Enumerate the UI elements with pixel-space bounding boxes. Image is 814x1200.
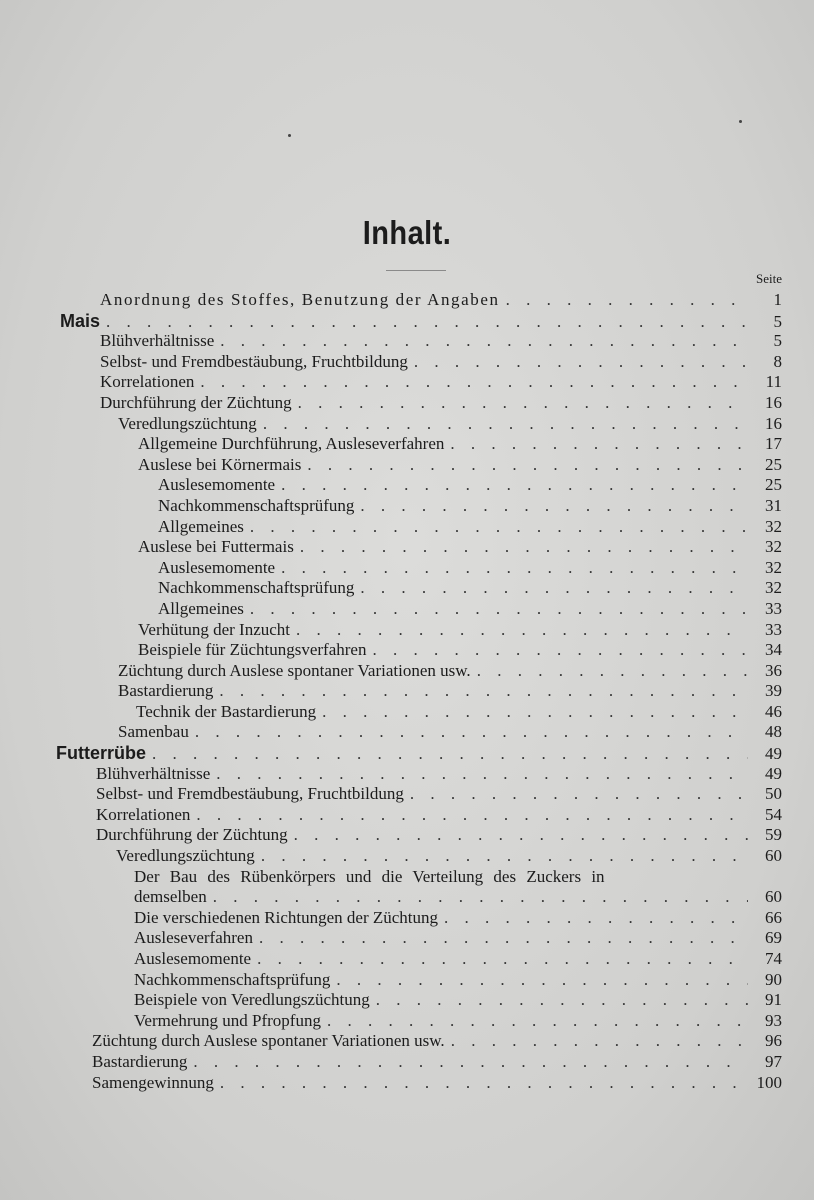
toc-entry bbox=[0, 805, 814, 826]
dot-leader bbox=[477, 661, 748, 682]
toc-entry bbox=[0, 434, 814, 455]
dot-leader bbox=[298, 393, 748, 414]
dot-leader bbox=[450, 434, 748, 455]
dot-leader bbox=[307, 455, 748, 476]
toc-entry-text: Auslese bei Futtermais bbox=[138, 537, 294, 557]
toc-entry bbox=[0, 1073, 814, 1094]
toc-section-title: Mais bbox=[60, 310, 101, 331]
toc-entry-text: Züchtung durch Auslese spontaner Variationen usw. bbox=[118, 660, 471, 680]
toc-entry-text: Korrelationen bbox=[96, 804, 191, 824]
toc-page-number: 100 bbox=[756, 1072, 782, 1092]
dot-leader bbox=[336, 970, 748, 991]
dot-leader bbox=[300, 537, 748, 558]
toc-page-number: 66 bbox=[765, 907, 782, 927]
dot-leader bbox=[360, 578, 748, 599]
toc-entry-text: Selbst- und Fremdbestäubung, Fruchtbildung bbox=[100, 351, 408, 371]
dot-leader bbox=[296, 620, 748, 641]
toc-page-number: 32 bbox=[765, 537, 782, 557]
toc-page-number: 34 bbox=[765, 640, 782, 660]
toc-entry bbox=[0, 372, 814, 393]
toc-entry-text: Auslesemomente bbox=[158, 557, 276, 577]
toc-entry-text: Durchführung der Züchtung bbox=[100, 392, 292, 412]
toc-entry-text: Veredlungszüchtung bbox=[118, 413, 257, 433]
toc-entry-text: Nachkommenschaftsprüfung bbox=[158, 578, 355, 598]
toc-page-number: 60 bbox=[765, 846, 782, 866]
toc-entry bbox=[0, 558, 814, 579]
dot-leader bbox=[451, 1031, 748, 1052]
toc-page-number: 49 bbox=[765, 763, 782, 783]
dot-leader bbox=[193, 1052, 748, 1073]
toc-entry bbox=[0, 352, 814, 373]
toc-entry bbox=[0, 867, 814, 908]
title-divider bbox=[386, 270, 446, 271]
toc-page-number: 11 bbox=[765, 372, 782, 392]
toc-entry bbox=[0, 640, 814, 661]
dot-leader bbox=[196, 805, 748, 826]
dot-leader bbox=[410, 784, 748, 805]
dot-leader bbox=[195, 722, 748, 743]
toc-section-title: Futterrübe bbox=[56, 743, 146, 764]
toc-entry-text: Blühverhältnisse bbox=[96, 763, 211, 783]
toc-entry-text: Auslesemomente bbox=[158, 475, 276, 495]
paper-speck bbox=[739, 120, 742, 123]
toc-page-number: 69 bbox=[765, 928, 782, 948]
dot-leader bbox=[257, 949, 748, 970]
toc-entry-text: Beispiele für Züchtungsverfahren bbox=[138, 640, 367, 660]
toc-page-number: 16 bbox=[765, 413, 782, 433]
toc-entry bbox=[0, 722, 814, 743]
toc-page-number: 1 bbox=[773, 290, 782, 309]
toc-entry-text: Selbst- und Fremdbestäubung, Fruchtbildung bbox=[96, 784, 404, 804]
toc-page-number: 5 bbox=[773, 311, 782, 331]
toc-entry-text: Verhütung der Inzucht bbox=[138, 619, 291, 639]
toc-entry bbox=[0, 970, 814, 991]
toc-entry bbox=[0, 620, 814, 641]
toc-page-number: 25 bbox=[765, 454, 782, 474]
dot-leader bbox=[322, 702, 748, 723]
toc-entry bbox=[0, 496, 814, 517]
toc-entry-text: Allgemeines bbox=[158, 598, 244, 618]
toc-entry bbox=[0, 949, 814, 970]
table-of-contents bbox=[0, 290, 814, 1093]
dot-leader bbox=[360, 496, 748, 517]
toc-entry-text: Samenbau bbox=[118, 722, 189, 742]
toc-entry-text: Bastardierung bbox=[92, 1051, 188, 1071]
toc-entry-text: Vermehrung und Pfropfung bbox=[134, 1010, 321, 1030]
toc-entry-text: Ausleseverfahren bbox=[134, 928, 253, 948]
dot-leader bbox=[294, 825, 748, 846]
dot-leader bbox=[220, 331, 748, 352]
toc-entry bbox=[0, 290, 814, 311]
toc-entry bbox=[0, 578, 814, 599]
dot-leader bbox=[213, 887, 748, 908]
toc-page-number: 49 bbox=[765, 744, 782, 764]
dot-leader bbox=[376, 990, 748, 1011]
dot-leader bbox=[250, 517, 748, 538]
dot-leader bbox=[216, 764, 748, 785]
toc-page-number: 25 bbox=[765, 475, 782, 495]
page-title: Inhalt. bbox=[362, 214, 452, 251]
toc-entry-text: Anordnung des Stoffes, Benutzung der Angaben bbox=[100, 290, 500, 309]
toc-entry bbox=[0, 331, 814, 352]
toc-entry-text: Bastardierung bbox=[118, 681, 214, 701]
toc-page-number: 54 bbox=[765, 804, 782, 824]
toc-entry bbox=[0, 681, 814, 702]
dot-leader bbox=[372, 640, 748, 661]
toc-entry-text: Auslesemomente bbox=[134, 949, 252, 968]
toc-page-number: 50 bbox=[765, 784, 782, 804]
toc-page-number: 32 bbox=[765, 578, 782, 598]
toc-entry-text: Samengewinnung bbox=[92, 1072, 214, 1092]
toc-entry bbox=[0, 1031, 814, 1052]
toc-entry bbox=[0, 537, 814, 558]
page-column-label: Seite bbox=[756, 271, 782, 286]
toc-entry-text: Nachkommenschaftsprüfung bbox=[134, 969, 331, 989]
dot-leader bbox=[220, 1073, 748, 1094]
toc-entry-text: Allgemeine Durchführung, Ausleseverfahren bbox=[138, 434, 445, 454]
toc-entry-text: Züchtung durch Auslese spontaner Variationen usw. bbox=[92, 1031, 445, 1051]
toc-entry bbox=[0, 455, 814, 476]
dot-leader bbox=[263, 414, 748, 435]
toc-entry-text: Korrelationen bbox=[100, 372, 195, 392]
toc-entry-text-continued: demselben bbox=[134, 887, 207, 907]
toc-entry bbox=[0, 475, 814, 496]
toc-page-number: 96 bbox=[765, 1031, 782, 1051]
toc-page-number: 39 bbox=[765, 681, 782, 701]
dot-leader bbox=[106, 312, 748, 333]
toc-entry bbox=[0, 784, 814, 805]
toc-page-number: 8 bbox=[773, 351, 782, 371]
toc-page-number: 97 bbox=[765, 1051, 782, 1071]
toc-page-number: 46 bbox=[765, 701, 782, 721]
dot-leader bbox=[219, 681, 748, 702]
dot-leader bbox=[281, 475, 748, 496]
dot-leader bbox=[259, 928, 748, 949]
toc-page-number: 59 bbox=[765, 825, 782, 845]
toc-page-number: 31 bbox=[765, 495, 782, 515]
toc-entry-text: Beispiele von Veredlungszüchtung bbox=[134, 990, 370, 1010]
toc-entry bbox=[0, 702, 814, 723]
toc-entry bbox=[0, 1011, 814, 1032]
toc-entry-text: Die verschiedenen Richtungen der Züchtung bbox=[134, 907, 439, 927]
toc-entry bbox=[0, 825, 814, 846]
toc-section-entry bbox=[0, 743, 814, 764]
toc-page-number: 36 bbox=[765, 660, 782, 680]
toc-page-number: 74 bbox=[765, 949, 782, 968]
toc-section-entry bbox=[0, 311, 814, 332]
toc-entry bbox=[0, 928, 814, 949]
dot-leader bbox=[444, 908, 748, 929]
toc-entry bbox=[0, 908, 814, 929]
toc-entry-text: Technik der Bastardierung bbox=[136, 701, 317, 721]
toc-entry bbox=[0, 1052, 814, 1073]
toc-page-number: 16 bbox=[765, 392, 782, 412]
dot-leader bbox=[327, 1011, 748, 1032]
toc-entry bbox=[0, 990, 814, 1011]
toc-entry bbox=[0, 414, 814, 435]
toc-entry bbox=[0, 764, 814, 785]
toc-page-number: 33 bbox=[765, 598, 782, 618]
toc-page-number: 33 bbox=[765, 619, 782, 639]
dot-leader bbox=[506, 290, 748, 311]
toc-entry-text: Auslese bei Körnermais bbox=[138, 454, 302, 474]
toc-page-number: 17 bbox=[765, 434, 782, 454]
toc-entry-text: Nachkommenschaftsprüfung bbox=[158, 495, 355, 515]
toc-entry-text: Durchführung der Züchtung bbox=[96, 825, 288, 845]
toc-entry bbox=[0, 599, 814, 620]
toc-entry-text: Allgemeines bbox=[158, 516, 244, 536]
dot-leader bbox=[261, 846, 748, 867]
dot-leader bbox=[250, 599, 748, 620]
dot-leader bbox=[152, 744, 748, 765]
toc-entry bbox=[0, 393, 814, 414]
dot-leader bbox=[414, 352, 748, 373]
toc-entry bbox=[0, 517, 814, 538]
dot-leader bbox=[281, 558, 748, 579]
toc-entry bbox=[0, 661, 814, 682]
toc-page-number: 48 bbox=[765, 722, 782, 742]
paper-speck bbox=[288, 134, 291, 137]
toc-entry bbox=[0, 846, 814, 867]
toc-page-number: 5 bbox=[773, 331, 782, 351]
toc-entry-text: Blühverhältnisse bbox=[100, 331, 215, 351]
toc-page-number: 32 bbox=[765, 516, 782, 536]
toc-page-number: 93 bbox=[765, 1010, 782, 1030]
toc-entry-text: Veredlungszüchtung bbox=[116, 846, 255, 866]
toc-entry-text: Der Bau des Rübenkörpers und die Verteilung des Zuckers in bbox=[134, 866, 605, 886]
dot-leader bbox=[200, 372, 748, 393]
toc-page-number: 32 bbox=[765, 557, 782, 577]
toc-page-number: 91 bbox=[765, 990, 782, 1010]
toc-page-number: 60 bbox=[765, 887, 782, 907]
toc-page-number: 90 bbox=[765, 969, 782, 989]
